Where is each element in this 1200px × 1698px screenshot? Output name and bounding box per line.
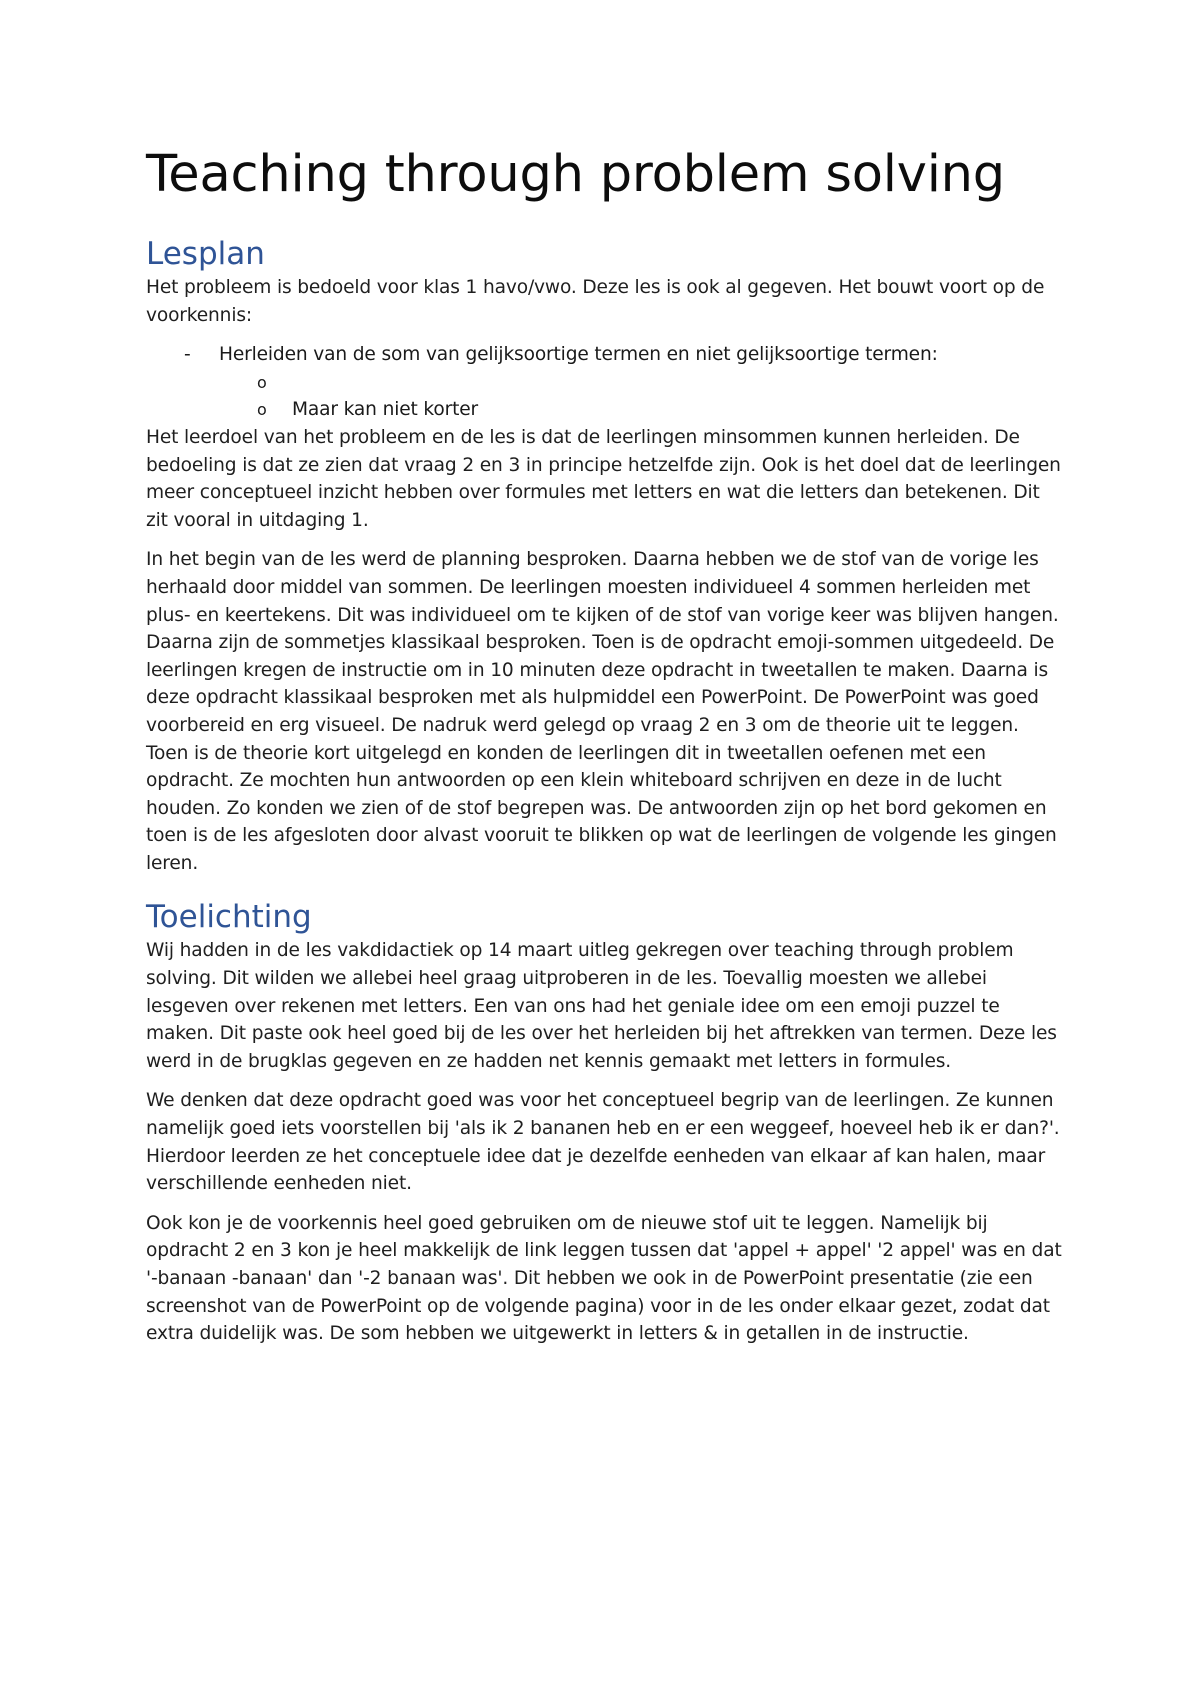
sub-list (219, 369, 1066, 424)
document-content (146, 142, 1066, 1360)
lesplan-intro-paragraph: Het probleem is bedoeld voor klas 1 havo/vwo. Deze les is ook al gegeven. Het bouwt voort op de voorkennis: (146, 277, 1045, 326)
dash-bullet: - (184, 344, 191, 366)
sub-list-item-text: Maar kan niet korter (292, 399, 479, 421)
circle-bullet: o (257, 372, 267, 392)
list-item-text: Herleiden van de som van gelijksoortige termen en niet gelijksoortige termen: (219, 344, 938, 366)
toelichting-paragraph-2: We denken dat deze opdracht goed was voor het conceptueel begrip van de leerlingen. Ze kunnen namelijk goed iets voorstellen bij 'als ik 2 bananen heb en er een weggeef, hoeveel heb ik er dan?'. Hierdoor leerden ze het conceptuele idee dat je dezelfde eenheden van elkaar af kan halen, maar verschillende eenheden niet. (146, 1090, 1060, 1195)
sub-list-item (219, 369, 1066, 397)
list-item (146, 341, 1066, 424)
toelichting-paragraph-1: Wij hadden in de les vakdidactiek op 14 maart uitleg gekregen over teaching through problem solving. Dit wilden we allebei heel graag uitproberen in de les. Toevallig moesten we allebei lesgeven over rekenen met letters. Een van ons had het geniale idee om een emoji puzzel te maken. Dit paste ook heel goed bij de les over het herleiden bij het aftrekken van termen. Deze les werd in de brugklas gegeven en ze hadden net kennis gemaakt met letters in formules. (146, 940, 1057, 1072)
section-heading-lesplan: Lesplan (146, 236, 265, 272)
lesplan-paragraph-2: In het begin van de les werd de planning besproken. Daarna hebben we de stof van de vorige les herhaald door middel van sommen. De leerlingen moesten individueel 4 sommen herleiden met plus- en keertekens. Dit was individueel om te kijken of de stof van vorige keer was blijven hangen. Daarna zijn de sommetjes klassikaal besproken. Toen is de opdracht emoji-sommen uitgedeeld. De leerlingen kregen de instructie om in 10 minuten deze opdracht in tweetallen te maken. Daarna is deze opdracht klassikaal besproken met als hulpmiddel een PowerPoint. De PowerPoint was goed voorbereid en erg visueel. De nadruk werd gelegd op vraag 2 en 3 om de theorie uit te leggen. Toen is de theorie kort uitgelegd en konden de leerlingen dit in tweetallen oefenen met een opdracht. Ze mochten hun antwoorden op een klein whiteboard schrijven en deze in de lucht houden. Zo konden we zien of de stof begrepen was. De antwoorden zijn op het bord gekomen en toen is de les afgesloten door alvast vooruit te blikken op wat de leerlingen de volgende les gingen leren. (146, 549, 1059, 874)
lesplan-paragraph-1: Het leerdoel van het probleem en de les is dat de leerlingen minsommen kunnen herleiden. De bedoeling is dat ze zien dat vraag 2 en 3 in principe hetzelfde zijn. Ook is het doel dat de leerlingen meer conceptueel inzicht hebben over formules met letters en wat die letters dan betekenen. Dit zit vooral in uitdaging 1. (146, 426, 1061, 531)
prior-knowledge-list (146, 341, 1066, 424)
sub-list-item (219, 396, 1066, 424)
section-heading-toelichting: Toelichting (146, 899, 312, 936)
toelichting-paragraph-3: Ook kon je de voorkennis heel goed gebruiken om de nieuwe stof uit te leggen. Namelijk bij opdracht 2 en 3 kon je heel makkelijk de link leggen tussen dat 'appel + appel' '2 appel' was en dat '-banaan -banaan' dan '-2 banaan was'. Dit hebben we ook in de PowerPoint presentatie (zie een screenshot van de PowerPoint op de volgende pagina) voor in de les onder elkaar gezet, zodat dat extra duidelijk was. De som hebben we uitgewerkt in letters & in getallen in de instructie. (146, 1212, 1062, 1345)
circle-bullet: o (257, 400, 267, 420)
document-title: Teaching through problem solving (146, 145, 1005, 204)
